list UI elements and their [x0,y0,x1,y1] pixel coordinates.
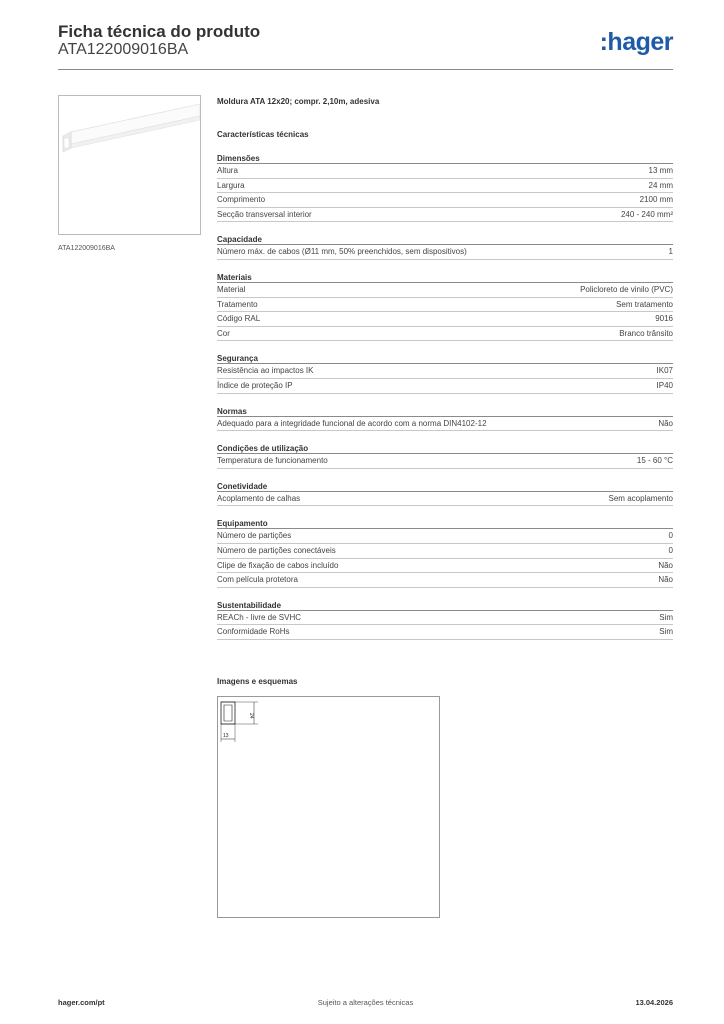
spec-label: Índice de proteção IP [217,380,293,390]
spec-label: Temperatura de funcionamento [217,456,328,466]
footer-website[interactable]: hager.com/pt [58,998,105,1007]
images-heading: Imagens e esquemas [217,677,298,686]
specifications [217,96,673,640]
spec-row [217,208,673,223]
spec-row [217,417,673,432]
spec-row [217,573,673,588]
spec-label: Adequado para a integridade funcional de acordo com a norma DIN4102-12 [217,418,487,428]
spec-label: Número de partições conectáveis [217,545,336,555]
spec-row [217,245,673,260]
spec-row [217,312,673,327]
spec-label: Número máx. de cabos (Ø11 mm, 50% preenchidos, sem dispositivos) [217,247,467,257]
technical-drawing [217,696,440,918]
spec-label: Resistência ao impactos IK [217,366,314,376]
spec-value: 13 mm [648,166,673,175]
spec-label: Conformidade RoHs [217,627,290,637]
spec-sections [217,153,673,640]
section-title: Segurança [217,353,673,364]
spec-row [217,179,673,194]
document-title: Ficha técnica do produto [58,22,261,41]
spec-value: Não [658,575,673,585]
spec-section [217,406,673,432]
spec-row [217,298,673,313]
section-title: Capacidade [217,234,673,245]
product-reference: ATA122009016BA [58,41,189,58]
section-title: Condições de utilização [217,443,673,454]
spec-row [217,327,673,342]
spec-section [217,153,673,222]
spec-value: IP40 [656,380,673,390]
spec-value: Branco trânsito [619,328,673,338]
spec-label: Altura [217,166,238,175]
spec-label: Número de partições [217,531,292,541]
section-title: Conetividade [217,481,673,492]
section-title: Normas [217,406,673,417]
spec-value: 9016 [655,314,673,324]
spec-section [217,600,673,640]
technical-characteristics-heading: Características técnicas [217,130,309,139]
spec-section [217,234,673,260]
spec-row [217,283,673,298]
spec-value: Sim [659,612,673,622]
spec-row [217,454,673,469]
spec-section [217,272,673,341]
spec-label: Largura [217,180,245,190]
spec-label: Código RAL [217,314,261,324]
spec-row [217,559,673,574]
spec-value: 15 - 60 °C [636,456,673,466]
spec-section [217,443,673,469]
product-image [58,95,201,235]
section-title: Equipamento [217,518,673,529]
spec-row [217,379,673,394]
spec-row [217,625,673,640]
spec-row [217,529,673,544]
spec-label: Material [217,284,246,294]
width-dimension-label: 24 [248,713,254,719]
height-dimension-label: 13 [223,733,229,739]
spec-row [217,364,673,379]
spec-label: Com película protetora [217,575,298,585]
footer-date: 13.04.2026 [635,998,673,1007]
spec-value: 240 - 240 mm² [620,209,673,219]
product-description: Moldura ATA 12x20; compr. 2,10m, adesiva [217,97,380,106]
spec-section [217,353,673,393]
spec-value: 1 [668,247,673,257]
spec-label: Acoplamento de calhas [217,493,301,503]
footer-notice: Sujeito a alterações técnicas [317,998,414,1007]
header-divider [58,69,673,70]
spec-value: 0 [668,531,673,541]
spec-value: 0 [668,545,673,555]
spec-row [217,164,673,179]
spec-value: Não [658,418,673,428]
spec-value: Sem acoplamento [608,493,673,503]
spec-value: 24 mm [648,180,673,190]
spec-row [217,193,673,208]
spec-value: 2100 mm [639,195,673,205]
spec-label: Cor [217,328,230,338]
section-title: Dimensões [217,153,673,164]
spec-section [217,518,673,587]
spec-value: Não [658,560,673,570]
spec-label: Secção transversal interior [217,209,312,219]
spec-row [217,611,673,626]
product-image-caption: ATA122009016BA [58,245,115,252]
spec-value: Sim [659,627,673,637]
hager-logo: :hager [599,28,673,56]
spec-label: Tratamento [217,299,258,309]
spec-row [217,492,673,507]
spec-label: REACh - livre de SVHC [217,612,302,622]
page-header [58,20,673,70]
spec-row [217,544,673,559]
section-title: Materiais [217,272,673,283]
spec-value: IK07 [656,366,673,376]
spec-label: Comprimento [217,195,266,205]
spec-value: Policloreto de vinilo (PVC) [580,284,673,294]
page-footer [58,998,673,1010]
spec-section [217,481,673,507]
spec-value: Sem tratamento [616,299,673,309]
spec-label: Clipe de fixação de cabos incluído [217,560,339,570]
section-title: Sustentabilidade [217,600,673,611]
